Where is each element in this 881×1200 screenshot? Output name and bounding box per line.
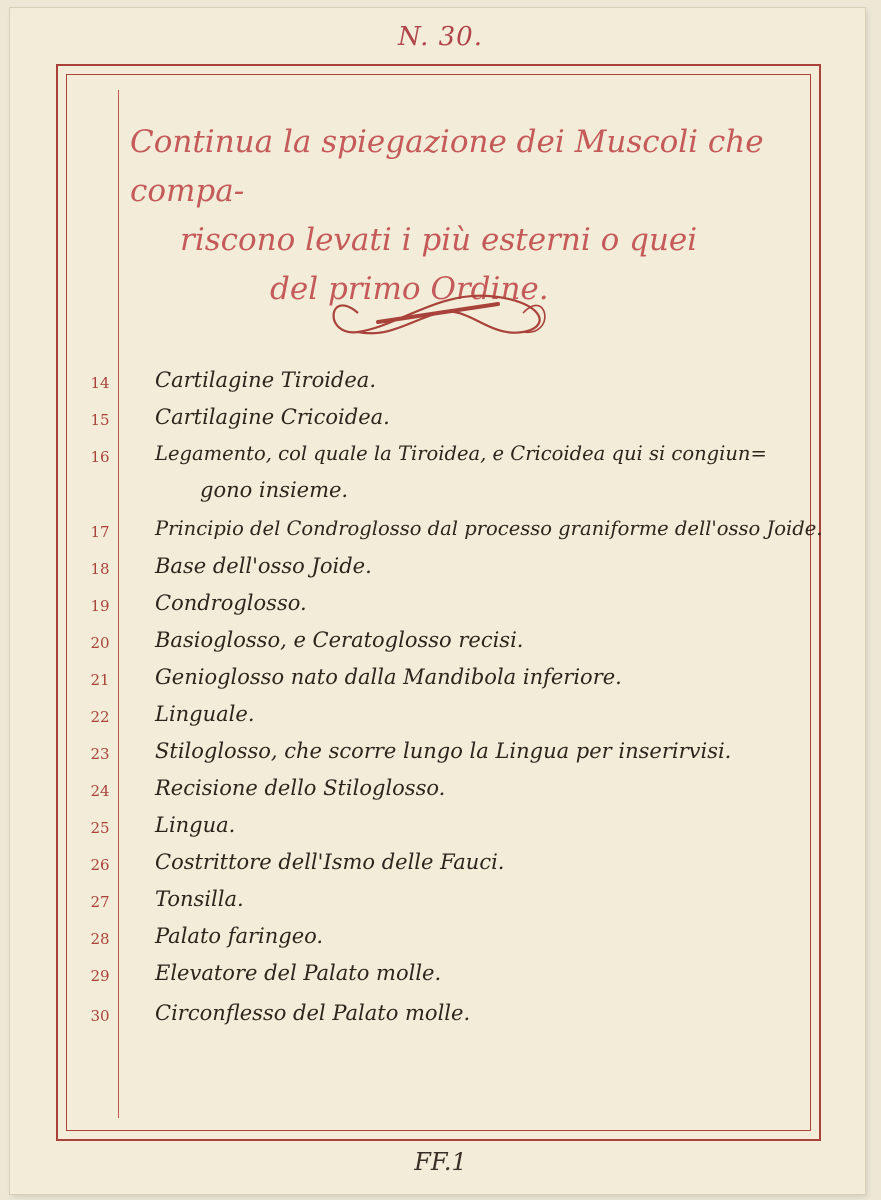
calligraphic-flourish-icon	[318, 282, 558, 344]
entry-number: 25	[90, 819, 110, 837]
entry-16-continuation: gono insieme.	[200, 478, 349, 502]
entry-text: Tonsilla.	[155, 887, 244, 911]
list-item	[0, 552, 881, 588]
entry-number: 28	[90, 930, 110, 948]
list-item	[0, 848, 881, 884]
entry-number: 24	[90, 782, 110, 800]
plate-number: N. 30.	[398, 22, 483, 52]
list-item	[0, 403, 881, 439]
entry-number: 14	[90, 374, 110, 392]
list-item	[0, 999, 881, 1035]
list-item	[0, 922, 881, 958]
entry-text: Costrittore dell'Ismo delle Fauci.	[155, 850, 505, 874]
entry-text: Basioglosso, e Ceratoglosso recisi.	[155, 628, 524, 652]
entry-number: 16	[90, 448, 110, 466]
entry-text: Linguale.	[155, 702, 255, 726]
entry-number: 17	[90, 523, 110, 541]
list-item	[0, 366, 881, 402]
entry-text: Recisione dello Stiloglosso.	[155, 776, 446, 800]
entry-text: Circonflesso del Palato molle.	[155, 1001, 471, 1025]
entry-number: 30	[90, 1007, 110, 1025]
list-item	[0, 440, 881, 476]
entry-text: Genioglosso nato dalla Mandibola inferiore.	[155, 665, 622, 689]
entry-number: 20	[90, 634, 110, 652]
entry-text: Base dell'osso Joide.	[155, 554, 372, 578]
list-item	[0, 811, 881, 847]
entry-text: Principio del Condroglosso dal processo graniforme dell'osso Joide.	[155, 517, 823, 540]
list-item	[0, 589, 881, 625]
entry-text: Cartilagine Cricoidea.	[155, 405, 390, 429]
entry-text: Lingua.	[155, 813, 236, 837]
list-item	[0, 700, 881, 736]
entry-number: 23	[90, 745, 110, 763]
list-item	[0, 885, 881, 921]
list-item	[0, 959, 881, 995]
list-item	[0, 515, 881, 551]
entry-number: 26	[90, 856, 110, 874]
entry-number: 19	[90, 597, 110, 615]
list-item	[0, 626, 881, 662]
entry-text: Legamento, col quale la Tiroidea, e Cricoidea qui si congiun=	[155, 442, 767, 465]
list-item	[0, 774, 881, 810]
title-line-1: Continua la spiegazione dei Muscoli che compa-	[130, 124, 764, 209]
entry-text: Palato faringeo.	[155, 924, 324, 948]
signature-mark: FF.1	[414, 1148, 467, 1176]
title-line-2: riscono levati i più esterni o quei	[180, 222, 698, 258]
entry-number: 27	[90, 893, 110, 911]
list-item	[0, 663, 881, 699]
entry-number: 15	[90, 411, 110, 429]
entry-text: Condroglosso.	[155, 591, 307, 615]
entry-number: 29	[90, 967, 110, 985]
list-item	[0, 737, 881, 773]
entry-number: 21	[90, 671, 110, 689]
entry-text: Elevatore del Palato molle.	[155, 961, 442, 985]
title-line-3: del primo Ordine.	[270, 271, 549, 307]
entry-number: 22	[90, 708, 110, 726]
entry-text: Stiloglosso, che scorre lungo la Lingua per inserirvisi.	[155, 739, 732, 763]
entry-text: Cartilagine Tiroidea.	[155, 368, 376, 392]
entry-number: 18	[90, 560, 110, 578]
